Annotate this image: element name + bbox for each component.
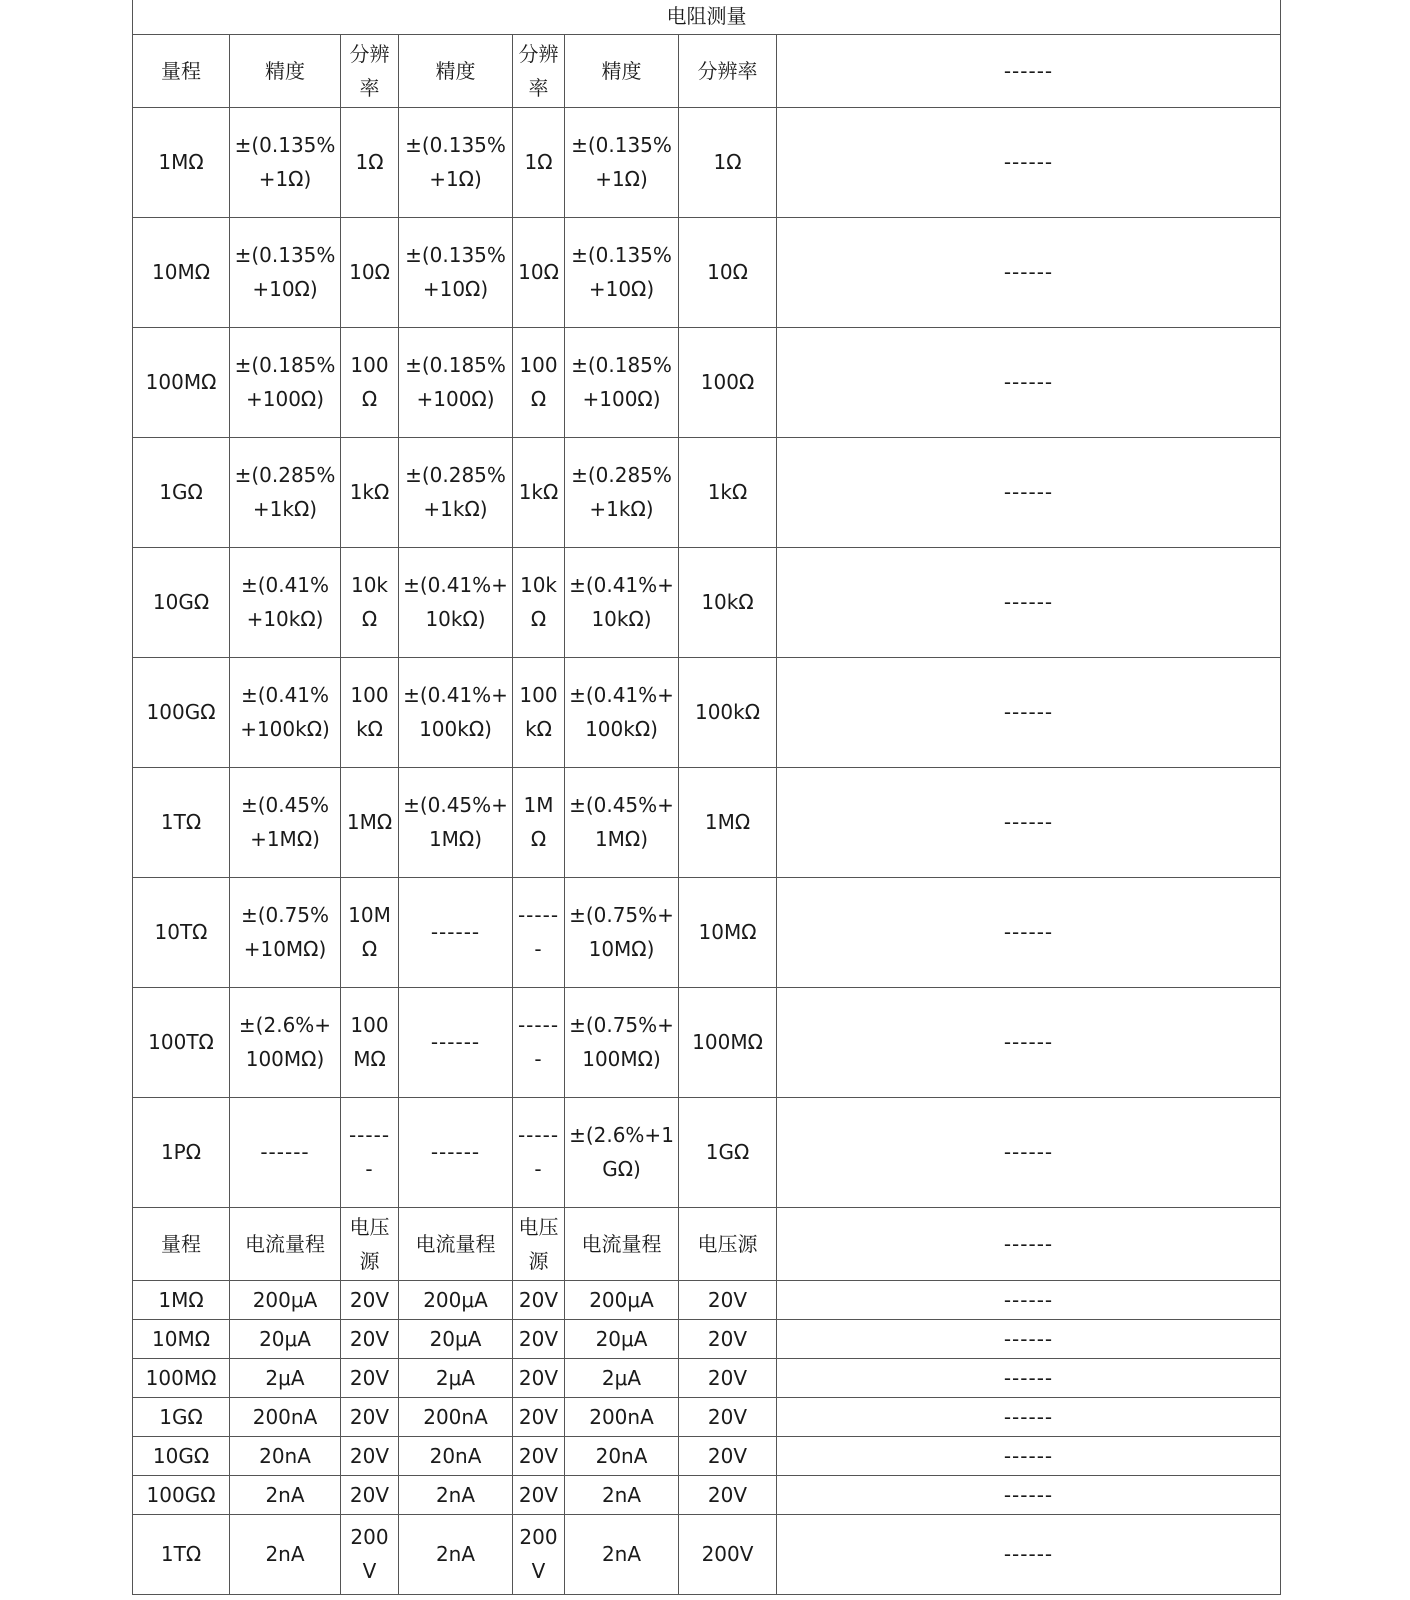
cell-accuracy-3: ±(0.41%+100kΩ) bbox=[565, 657, 679, 767]
cell-resolution-1: 100MΩ bbox=[341, 987, 399, 1097]
cell-resolution-1: 100Ω bbox=[341, 327, 399, 437]
cell-resolution-3: 1MΩ bbox=[679, 767, 777, 877]
cell-resolution-3: 100Ω bbox=[679, 327, 777, 437]
cell-range: 100GΩ bbox=[133, 1475, 230, 1514]
cell-resolution-1: 1MΩ bbox=[341, 767, 399, 877]
cell-resolution-3: 10MΩ bbox=[679, 877, 777, 987]
cell-range: 10GΩ bbox=[133, 1436, 230, 1475]
cell-resolution-2: 200V bbox=[513, 1514, 565, 1594]
cell-accuracy-1: 2nA bbox=[230, 1514, 341, 1594]
cell-accuracy-1: 电流量程 bbox=[230, 1207, 341, 1280]
source-row bbox=[133, 1436, 1281, 1475]
cell-resolution-3: 100MΩ bbox=[679, 987, 777, 1097]
cell-accuracy-2: ±(0.185%+100Ω) bbox=[399, 327, 513, 437]
cell-accuracy-3: 20nA bbox=[565, 1436, 679, 1475]
cell-accuracy-2: ------ bbox=[399, 877, 513, 987]
cell-notes: ------ bbox=[777, 217, 1281, 327]
cell-accuracy-1: 2μA bbox=[230, 1358, 341, 1397]
cell-resolution-3: 1Ω bbox=[679, 107, 777, 217]
accuracy-row bbox=[133, 327, 1281, 437]
cell-accuracy-2: 20μA bbox=[399, 1319, 513, 1358]
cell-accuracy-2: 电流量程 bbox=[399, 1207, 513, 1280]
cell-resolution-3: 1kΩ bbox=[679, 437, 777, 547]
cell-range: 10GΩ bbox=[133, 547, 230, 657]
cell-accuracy-2: 200nA bbox=[399, 1397, 513, 1436]
accuracy-row bbox=[133, 657, 1281, 767]
cell-accuracy-1: 精度 bbox=[230, 34, 341, 107]
accuracy-row bbox=[133, 987, 1281, 1097]
cell-notes: ------ bbox=[777, 1319, 1281, 1358]
cell-accuracy-1: ±(0.41%+10kΩ) bbox=[230, 547, 341, 657]
cell-resolution-1: 10Ω bbox=[341, 217, 399, 327]
cell-resolution-3: 10Ω bbox=[679, 217, 777, 327]
cell-accuracy-2: 2μA bbox=[399, 1358, 513, 1397]
cell-notes: ------ bbox=[777, 1280, 1281, 1319]
cell-notes: ------ bbox=[777, 1207, 1281, 1280]
cell-accuracy-3: 20μA bbox=[565, 1319, 679, 1358]
cell-accuracy-3: 2nA bbox=[565, 1475, 679, 1514]
source-row bbox=[133, 1514, 1281, 1594]
cell-resolution-3: 20V bbox=[679, 1397, 777, 1436]
cell-resolution-2: 20V bbox=[513, 1397, 565, 1436]
cell-notes: ------ bbox=[777, 1514, 1281, 1594]
cell-accuracy-3: 200μA bbox=[565, 1280, 679, 1319]
cell-resolution-1: 200V bbox=[341, 1514, 399, 1594]
cell-notes: ------ bbox=[777, 657, 1281, 767]
cell-accuracy-3: ±(0.75%+10MΩ) bbox=[565, 877, 679, 987]
cell-range: 10TΩ bbox=[133, 877, 230, 987]
cell-range: 1PΩ bbox=[133, 1097, 230, 1207]
cell-accuracy-3: 2nA bbox=[565, 1514, 679, 1594]
cell-accuracy-2: 精度 bbox=[399, 34, 513, 107]
cell-accuracy-2: ±(0.45%+1MΩ) bbox=[399, 767, 513, 877]
source-row bbox=[133, 1397, 1281, 1436]
cell-resolution-1: 分辨率 bbox=[341, 34, 399, 107]
cell-resolution-1: 20V bbox=[341, 1436, 399, 1475]
cell-range: 1GΩ bbox=[133, 437, 230, 547]
cell-resolution-1: 20V bbox=[341, 1475, 399, 1514]
cell-accuracy-3: ±(0.41%+10kΩ) bbox=[565, 547, 679, 657]
cell-resolution-2: 20V bbox=[513, 1280, 565, 1319]
cell-range: 100MΩ bbox=[133, 327, 230, 437]
table-body bbox=[133, 0, 1281, 1594]
cell-resolution-2: 20V bbox=[513, 1358, 565, 1397]
cell-notes: ------ bbox=[777, 987, 1281, 1097]
accuracy-row bbox=[133, 107, 1281, 217]
cell-range: 1GΩ bbox=[133, 1397, 230, 1436]
cell-accuracy-2: 20nA bbox=[399, 1436, 513, 1475]
cell-accuracy-1: ±(0.75%+10MΩ) bbox=[230, 877, 341, 987]
cell-notes: ------ bbox=[777, 877, 1281, 987]
cell-resolution-3: 100kΩ bbox=[679, 657, 777, 767]
cell-resolution-2: ------ bbox=[513, 877, 565, 987]
cell-accuracy-2: 2nA bbox=[399, 1475, 513, 1514]
resistance-measurement-table bbox=[132, 0, 1281, 1595]
cell-accuracy-1: ±(2.6%+100MΩ) bbox=[230, 987, 341, 1097]
cell-resolution-3: 20V bbox=[679, 1475, 777, 1514]
cell-accuracy-1: 20μA bbox=[230, 1319, 341, 1358]
cell-notes: ------ bbox=[777, 327, 1281, 437]
cell-accuracy-1: ±(0.185%+100Ω) bbox=[230, 327, 341, 437]
cell-accuracy-2: ±(0.285%+1kΩ) bbox=[399, 437, 513, 547]
cell-accuracy-1: ±(0.45%+1MΩ) bbox=[230, 767, 341, 877]
accuracy-row bbox=[133, 1097, 1281, 1207]
cell-notes: ------ bbox=[777, 1397, 1281, 1436]
cell-notes: ------ bbox=[777, 1475, 1281, 1514]
cell-range: 量程 bbox=[133, 1207, 230, 1280]
cell-range: 100GΩ bbox=[133, 657, 230, 767]
cell-resolution-3: 电压源 bbox=[679, 1207, 777, 1280]
cell-accuracy-1: ±(0.285%+1kΩ) bbox=[230, 437, 341, 547]
cell-resolution-1: 20V bbox=[341, 1319, 399, 1358]
cell-accuracy-3: ±(0.185%+100Ω) bbox=[565, 327, 679, 437]
cell-resolution-2: 20V bbox=[513, 1436, 565, 1475]
cell-accuracy-3: ±(2.6%+1GΩ) bbox=[565, 1097, 679, 1207]
cell-range: 100TΩ bbox=[133, 987, 230, 1097]
cell-accuracy-3: 200nA bbox=[565, 1397, 679, 1436]
cell-accuracy-1: 200nA bbox=[230, 1397, 341, 1436]
cell-range: 1MΩ bbox=[133, 1280, 230, 1319]
cell-accuracy-1: 2nA bbox=[230, 1475, 341, 1514]
source-header-row bbox=[133, 1207, 1281, 1280]
cell-resolution-1: 20V bbox=[341, 1358, 399, 1397]
cell-accuracy-2: ------ bbox=[399, 987, 513, 1097]
cell-notes: ------ bbox=[777, 1436, 1281, 1475]
cell-resolution-2: 20V bbox=[513, 1475, 565, 1514]
cell-resolution-2: 100kΩ bbox=[513, 657, 565, 767]
cell-accuracy-3: ±(0.75%+100MΩ) bbox=[565, 987, 679, 1097]
cell-accuracy-3: ±(0.135%+10Ω) bbox=[565, 217, 679, 327]
cell-accuracy-2: 200μA bbox=[399, 1280, 513, 1319]
cell-resolution-1: 20V bbox=[341, 1397, 399, 1436]
cell-accuracy-3: ±(0.45%+1MΩ) bbox=[565, 767, 679, 877]
source-row bbox=[133, 1319, 1281, 1358]
cell-accuracy-3: 电流量程 bbox=[565, 1207, 679, 1280]
cell-resolution-1: 10MΩ bbox=[341, 877, 399, 987]
cell-resolution-2: 1kΩ bbox=[513, 437, 565, 547]
cell-range: 10MΩ bbox=[133, 1319, 230, 1358]
source-row bbox=[133, 1358, 1281, 1397]
cell-resolution-1: 1kΩ bbox=[341, 437, 399, 547]
accuracy-row bbox=[133, 767, 1281, 877]
cell-notes: ------ bbox=[777, 437, 1281, 547]
cell-accuracy-2: ±(0.135%+10Ω) bbox=[399, 217, 513, 327]
cell-resolution-3: 20V bbox=[679, 1358, 777, 1397]
cell-resolution-3: 分辨率 bbox=[679, 34, 777, 107]
cell-resolution-2: 20V bbox=[513, 1319, 565, 1358]
cell-notes: ------ bbox=[777, 767, 1281, 877]
cell-resolution-1: ------ bbox=[341, 1097, 399, 1207]
accuracy-row bbox=[133, 437, 1281, 547]
cell-resolution-3: 200V bbox=[679, 1514, 777, 1594]
accuracy-row bbox=[133, 877, 1281, 987]
cell-notes: ------ bbox=[777, 1097, 1281, 1207]
cell-resolution-2: 1MΩ bbox=[513, 767, 565, 877]
cell-range: 1TΩ bbox=[133, 767, 230, 877]
cell-accuracy-1: ±(0.135%+10Ω) bbox=[230, 217, 341, 327]
accuracy-row bbox=[133, 547, 1281, 657]
cell-range: 1TΩ bbox=[133, 1514, 230, 1594]
resistance-spec-sheet bbox=[132, 0, 1281, 1595]
cell-accuracy-1: 20nA bbox=[230, 1436, 341, 1475]
accuracy-header-row bbox=[133, 34, 1281, 107]
cell-resolution-2: ------ bbox=[513, 987, 565, 1097]
cell-accuracy-2: ±(0.41%+100kΩ) bbox=[399, 657, 513, 767]
accuracy-row bbox=[133, 217, 1281, 327]
cell-resolution-3: 20V bbox=[679, 1319, 777, 1358]
cell-notes: ------ bbox=[777, 547, 1281, 657]
cell-accuracy-1: ±(0.135%+1Ω) bbox=[230, 107, 341, 217]
cell-accuracy-2: 2nA bbox=[399, 1514, 513, 1594]
cell-resolution-2: 分辨率 bbox=[513, 34, 565, 107]
cell-accuracy-3: 精度 bbox=[565, 34, 679, 107]
source-row bbox=[133, 1280, 1281, 1319]
cell-resolution-1: 10kΩ bbox=[341, 547, 399, 657]
cell-accuracy-2: ------ bbox=[399, 1097, 513, 1207]
cell-accuracy-3: 2μA bbox=[565, 1358, 679, 1397]
cell-resolution-2: 100Ω bbox=[513, 327, 565, 437]
cell-resolution-2: 10Ω bbox=[513, 217, 565, 327]
cell-resolution-3: 20V bbox=[679, 1280, 777, 1319]
cell-resolution-3: 1GΩ bbox=[679, 1097, 777, 1207]
source-row bbox=[133, 1475, 1281, 1514]
cell-accuracy-3: ±(0.135%+1Ω) bbox=[565, 107, 679, 217]
cell-resolution-1: 电压源 bbox=[341, 1207, 399, 1280]
cell-range: 量程 bbox=[133, 34, 230, 107]
cell-resolution-2: 10kΩ bbox=[513, 547, 565, 657]
cell-range: 1MΩ bbox=[133, 107, 230, 217]
cell-accuracy-1: ------ bbox=[230, 1097, 341, 1207]
cell-range: 100MΩ bbox=[133, 1358, 230, 1397]
cell-resolution-3: 20V bbox=[679, 1436, 777, 1475]
cell-range: 10MΩ bbox=[133, 217, 230, 327]
cell-notes: ------ bbox=[777, 1358, 1281, 1397]
table-title: 电阻测量 bbox=[133, 0, 1281, 34]
cell-accuracy-1: ±(0.41%+100kΩ) bbox=[230, 657, 341, 767]
cell-accuracy-2: ±(0.135%+1Ω) bbox=[399, 107, 513, 217]
cell-notes: ------ bbox=[777, 107, 1281, 217]
cell-resolution-2: ------ bbox=[513, 1097, 565, 1207]
cell-accuracy-2: ±(0.41%+10kΩ) bbox=[399, 547, 513, 657]
cell-notes: ------ bbox=[777, 34, 1281, 107]
cell-resolution-1: 1Ω bbox=[341, 107, 399, 217]
cell-accuracy-1: 200μA bbox=[230, 1280, 341, 1319]
cell-resolution-1: 100kΩ bbox=[341, 657, 399, 767]
cell-accuracy-3: ±(0.285%+1kΩ) bbox=[565, 437, 679, 547]
cell-resolution-1: 20V bbox=[341, 1280, 399, 1319]
cell-resolution-2: 电压源 bbox=[513, 1207, 565, 1280]
cell-resolution-3: 10kΩ bbox=[679, 547, 777, 657]
cell-resolution-2: 1Ω bbox=[513, 107, 565, 217]
